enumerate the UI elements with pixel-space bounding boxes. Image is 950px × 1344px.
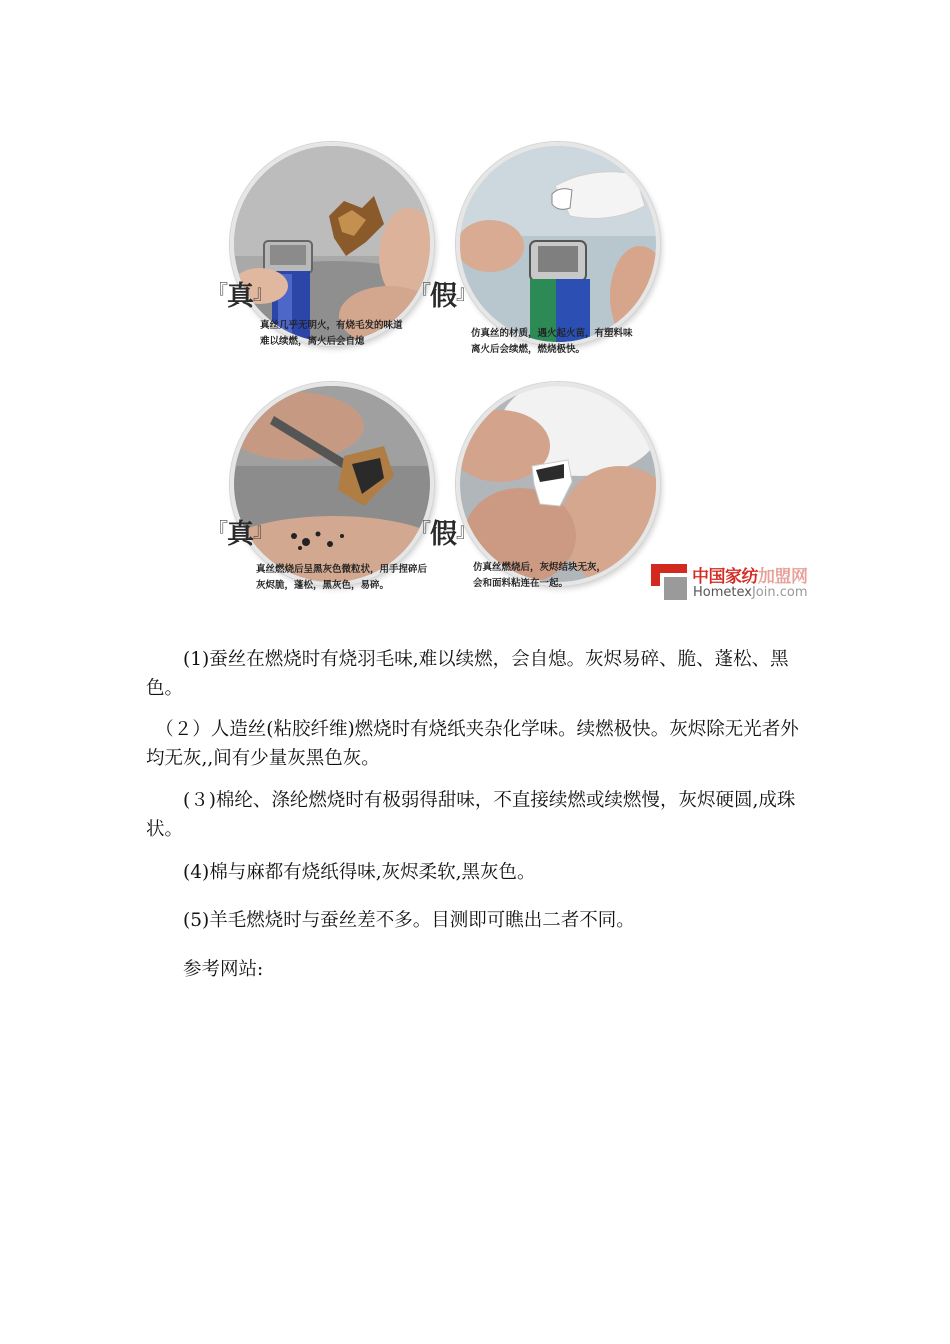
paragraph-reference: 参考网站:	[146, 959, 264, 980]
label-real: 『真』	[208, 280, 272, 312]
paragraph-nylon-polyester: (３)棉纶、涤纶燃烧时有极弱得甜味，不直接续燃或续燃慢，灰烬硬圆,成珠状。	[146, 790, 796, 840]
caption-fake-flame: 仿真丝的材质，遇火起火苗，有塑料味 离火后会续燃，燃烧极快。	[471, 328, 633, 355]
photo-real-silk-flame	[230, 142, 434, 346]
caption-real-ash: 真丝燃烧后呈黑灰色微粒状，用手捏碎后 灰烬脆，蓬松，黑灰色，易碎。	[256, 564, 428, 591]
paragraph-silk: (1)蚕丝在燃烧时有烧羽毛味,难以续燃，会自熄。灰烬易碎、脆、蓬松、黑色。	[146, 649, 789, 699]
paragraph-rayon: （２）人造丝(粘胶纤维)燃烧时有烧纸夹杂化学味。续燃极快。灰烬除无光者外均无灰,,间有少量灰黑色灰。	[146, 719, 799, 769]
label-fake: 『假』	[411, 518, 475, 550]
photo-fake-silk-flame	[456, 142, 660, 346]
panel-real-silk-flame	[208, 128, 438, 358]
hometexjoin-logo-mark	[651, 564, 687, 600]
panel-fake-silk-flame	[411, 128, 641, 358]
label-fake: 『假』	[411, 280, 475, 312]
photo-real-silk-ash	[230, 382, 434, 586]
paragraph-cotton-linen: (4)棉与麻都有烧纸得味,灰烬柔软,黑灰色。	[146, 862, 536, 883]
logo-chinese-text: 中国家纺加盟网	[692, 567, 808, 587]
photo-fake-silk-ash	[456, 382, 660, 586]
panel-real-silk-ash	[208, 368, 438, 598]
burn-test-figure	[178, 128, 828, 604]
hometexjoin-logo	[648, 560, 828, 604]
logo-english-text: HometexJoin.com	[693, 585, 808, 600]
panel-fake-silk-ash	[411, 368, 641, 598]
paragraph-wool: (5)羊毛燃烧时与蚕丝差不多。目测即可瞧出二者不同。	[146, 910, 635, 931]
caption-real-flame: 真丝几乎无明火，有烧毛发的味道 难以续燃，离火后会自熄	[260, 320, 403, 347]
label-real: 『真』	[208, 518, 272, 550]
caption-fake-ash: 仿真丝燃烧后，灰烬结块无灰， 会和面料粘连在一起。	[473, 562, 607, 589]
